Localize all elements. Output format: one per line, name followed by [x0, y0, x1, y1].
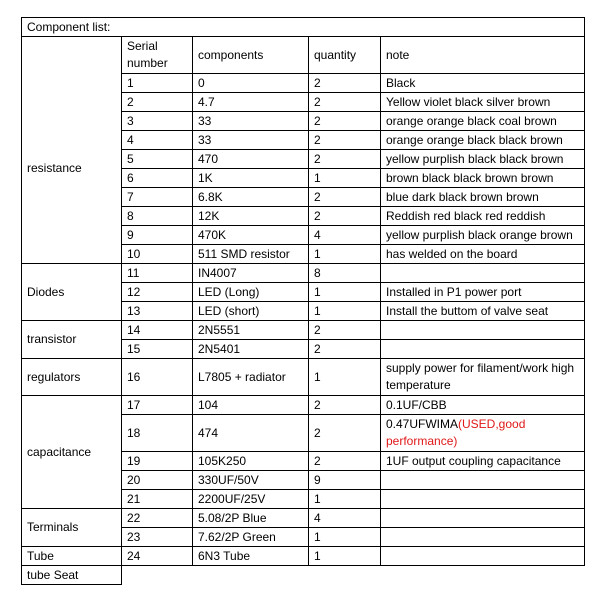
- component-cell: 12K: [193, 207, 309, 226]
- quantity-cell: 2: [309, 74, 381, 93]
- component-cell: 6N3 Tube: [193, 547, 309, 566]
- serial-cell: 12: [122, 283, 193, 302]
- serial-cell: 22: [122, 509, 193, 528]
- note-highlight-text: (USED,good performance): [386, 417, 526, 448]
- note-cell: [381, 471, 585, 490]
- note-text: Installed in P1 power port: [386, 284, 522, 299]
- category-cell: regulators: [22, 359, 122, 396]
- component-cell: 511 SMD resistor: [193, 245, 309, 264]
- note-cell: [381, 207, 585, 226]
- header-category-cell: [22, 37, 122, 74]
- note-text: yellow purplish black black brown: [386, 151, 564, 166]
- quantity-cell: 1: [309, 245, 381, 264]
- category-cell: Diodes: [22, 264, 122, 321]
- table-row: [22, 321, 585, 340]
- component-cell: 0: [193, 74, 309, 93]
- blank-cell: [122, 566, 585, 585]
- component-cell: 2N5401: [193, 340, 309, 359]
- component-cell: 470K: [193, 226, 309, 245]
- component-cell: 6.8K: [193, 188, 309, 207]
- quantity-cell: 1: [309, 302, 381, 321]
- serial-cell: 7: [122, 188, 193, 207]
- header-row: [22, 37, 585, 74]
- note-cell: [381, 528, 585, 547]
- serial-cell: 10: [122, 245, 193, 264]
- serial-cell: 16: [122, 359, 193, 396]
- table-row: [22, 509, 585, 528]
- component-cell: 105K250: [193, 452, 309, 471]
- note-cell: [381, 547, 585, 566]
- note-text: Reddish red black red reddish: [386, 208, 546, 223]
- component-cell: 5.08/2P Blue: [193, 509, 309, 528]
- note-cell: [381, 74, 585, 93]
- component-cell: 4.7: [193, 93, 309, 112]
- quantity-cell: 1: [309, 359, 381, 396]
- component-cell: 2N5551: [193, 321, 309, 340]
- component-list-body: [22, 18, 585, 585]
- note-cell: [381, 452, 585, 471]
- serial-cell: 24: [122, 547, 193, 566]
- quantity-cell: 2: [309, 340, 381, 359]
- component-cell: 474: [193, 415, 309, 452]
- note-cell: [381, 415, 585, 452]
- note-text: 0.47UFWIMA: [386, 417, 459, 431]
- note-cell: [381, 340, 585, 359]
- category-cell: transistor: [22, 321, 122, 359]
- category-cell: Terminals: [22, 509, 122, 547]
- quantity-cell: 2: [309, 452, 381, 471]
- quantity-cell: 2: [309, 112, 381, 131]
- table-title: Component list:: [22, 18, 585, 37]
- quantity-cell: 1: [309, 528, 381, 547]
- note-cell: [381, 509, 585, 528]
- quantity-cell: 2: [309, 415, 381, 452]
- component-cell: 1K: [193, 169, 309, 188]
- serial-cell: 13: [122, 302, 193, 321]
- table-row: [22, 566, 585, 585]
- serial-cell: 14: [122, 321, 193, 340]
- quantity-cell: 4: [309, 226, 381, 245]
- component-cell: 470: [193, 150, 309, 169]
- category-cell: resistance: [22, 74, 122, 264]
- quantity-cell: 1: [309, 547, 381, 566]
- quantity-cell: 2: [309, 93, 381, 112]
- serial-cell: 21: [122, 490, 193, 509]
- note-cell: [381, 188, 585, 207]
- table-row: [22, 396, 585, 415]
- quantity-cell: 9: [309, 471, 381, 490]
- component-cell: 33: [193, 131, 309, 150]
- serial-cell: 4: [122, 131, 193, 150]
- serial-cell: 5: [122, 150, 193, 169]
- serial-cell: 8: [122, 207, 193, 226]
- note-text: brown black black brown brown: [386, 170, 554, 185]
- serial-number-header: Serial number: [122, 37, 193, 74]
- category-cell: tube Seat: [22, 566, 122, 585]
- quantity-cell: 8: [309, 264, 381, 283]
- serial-cell: 1: [122, 74, 193, 93]
- note-text: orange orange black black brown: [386, 132, 563, 147]
- component-cell: 33: [193, 112, 309, 131]
- note-header: note: [381, 37, 585, 74]
- note-cell: [381, 396, 585, 415]
- serial-cell: 15: [122, 340, 193, 359]
- component-cell: 104: [193, 396, 309, 415]
- note-text: has welded on the board: [386, 246, 518, 261]
- note-text: orange orange black coal brown: [386, 113, 557, 128]
- serial-cell: 6: [122, 169, 193, 188]
- serial-cell: 9: [122, 226, 193, 245]
- note-cell: [381, 302, 585, 321]
- category-cell: capacitance: [22, 396, 122, 509]
- note-cell: [381, 150, 585, 169]
- note-text: supply power for filament/work high temperature: [386, 361, 575, 392]
- component-cell: LED (Long): [193, 283, 309, 302]
- component-cell: IN4007: [193, 264, 309, 283]
- title-row: [22, 18, 585, 37]
- note-text: Black: [386, 75, 416, 90]
- note-cell: [381, 321, 585, 340]
- serial-cell: 20: [122, 471, 193, 490]
- note-cell: [381, 226, 585, 245]
- table-row: [22, 547, 585, 566]
- quantity-cell: 2: [309, 321, 381, 340]
- note-cell: [381, 359, 585, 396]
- note-text: 0.1UF/CBB: [386, 397, 447, 412]
- component-cell: 2200UF/25V: [193, 490, 309, 509]
- table-row: [22, 359, 585, 396]
- note-cell: [381, 93, 585, 112]
- component-cell: LED (short): [193, 302, 309, 321]
- quantity-cell: 2: [309, 396, 381, 415]
- note-cell: [381, 131, 585, 150]
- component-cell: L7805 + radiator: [193, 359, 309, 396]
- quantity-cell: 1: [309, 169, 381, 188]
- quantity-cell: 2: [309, 188, 381, 207]
- quantity-header: quantity: [309, 37, 381, 74]
- category-cell: Tube: [22, 547, 122, 566]
- quantity-cell: 1: [309, 283, 381, 302]
- quantity-cell: 2: [309, 150, 381, 169]
- component-list-table: [21, 17, 585, 585]
- serial-cell: 3: [122, 112, 193, 131]
- serial-cell: 11: [122, 264, 193, 283]
- note-text: Install the buttom of valve seat: [386, 303, 549, 318]
- note-cell: [381, 490, 585, 509]
- serial-cell: 17: [122, 396, 193, 415]
- component-cell: 330UF/50V: [193, 471, 309, 490]
- note-text: blue dark black brown brown: [386, 189, 539, 204]
- note-cell: [381, 264, 585, 283]
- serial-cell: 19: [122, 452, 193, 471]
- table-row: [22, 264, 585, 283]
- quantity-cell: 1: [309, 490, 381, 509]
- components-header: components: [193, 37, 309, 74]
- note-cell: [381, 112, 585, 131]
- component-cell: 7.62/2P Green: [193, 528, 309, 547]
- serial-cell: 2: [122, 93, 193, 112]
- note-cell: [381, 169, 585, 188]
- quantity-cell: 4: [309, 509, 381, 528]
- serial-cell: 23: [122, 528, 193, 547]
- note-cell: [381, 245, 585, 264]
- serial-cell: 18: [122, 415, 193, 452]
- note-text: yellow purplish black orange brown: [386, 227, 573, 242]
- note-cell: [381, 283, 585, 302]
- table-row: [22, 74, 585, 93]
- quantity-cell: 2: [309, 207, 381, 226]
- quantity-cell: 2: [309, 131, 381, 150]
- note-text: Yellow violet black silver brown: [386, 94, 551, 109]
- note-text: 1UF output coupling capacitance: [386, 453, 561, 468]
